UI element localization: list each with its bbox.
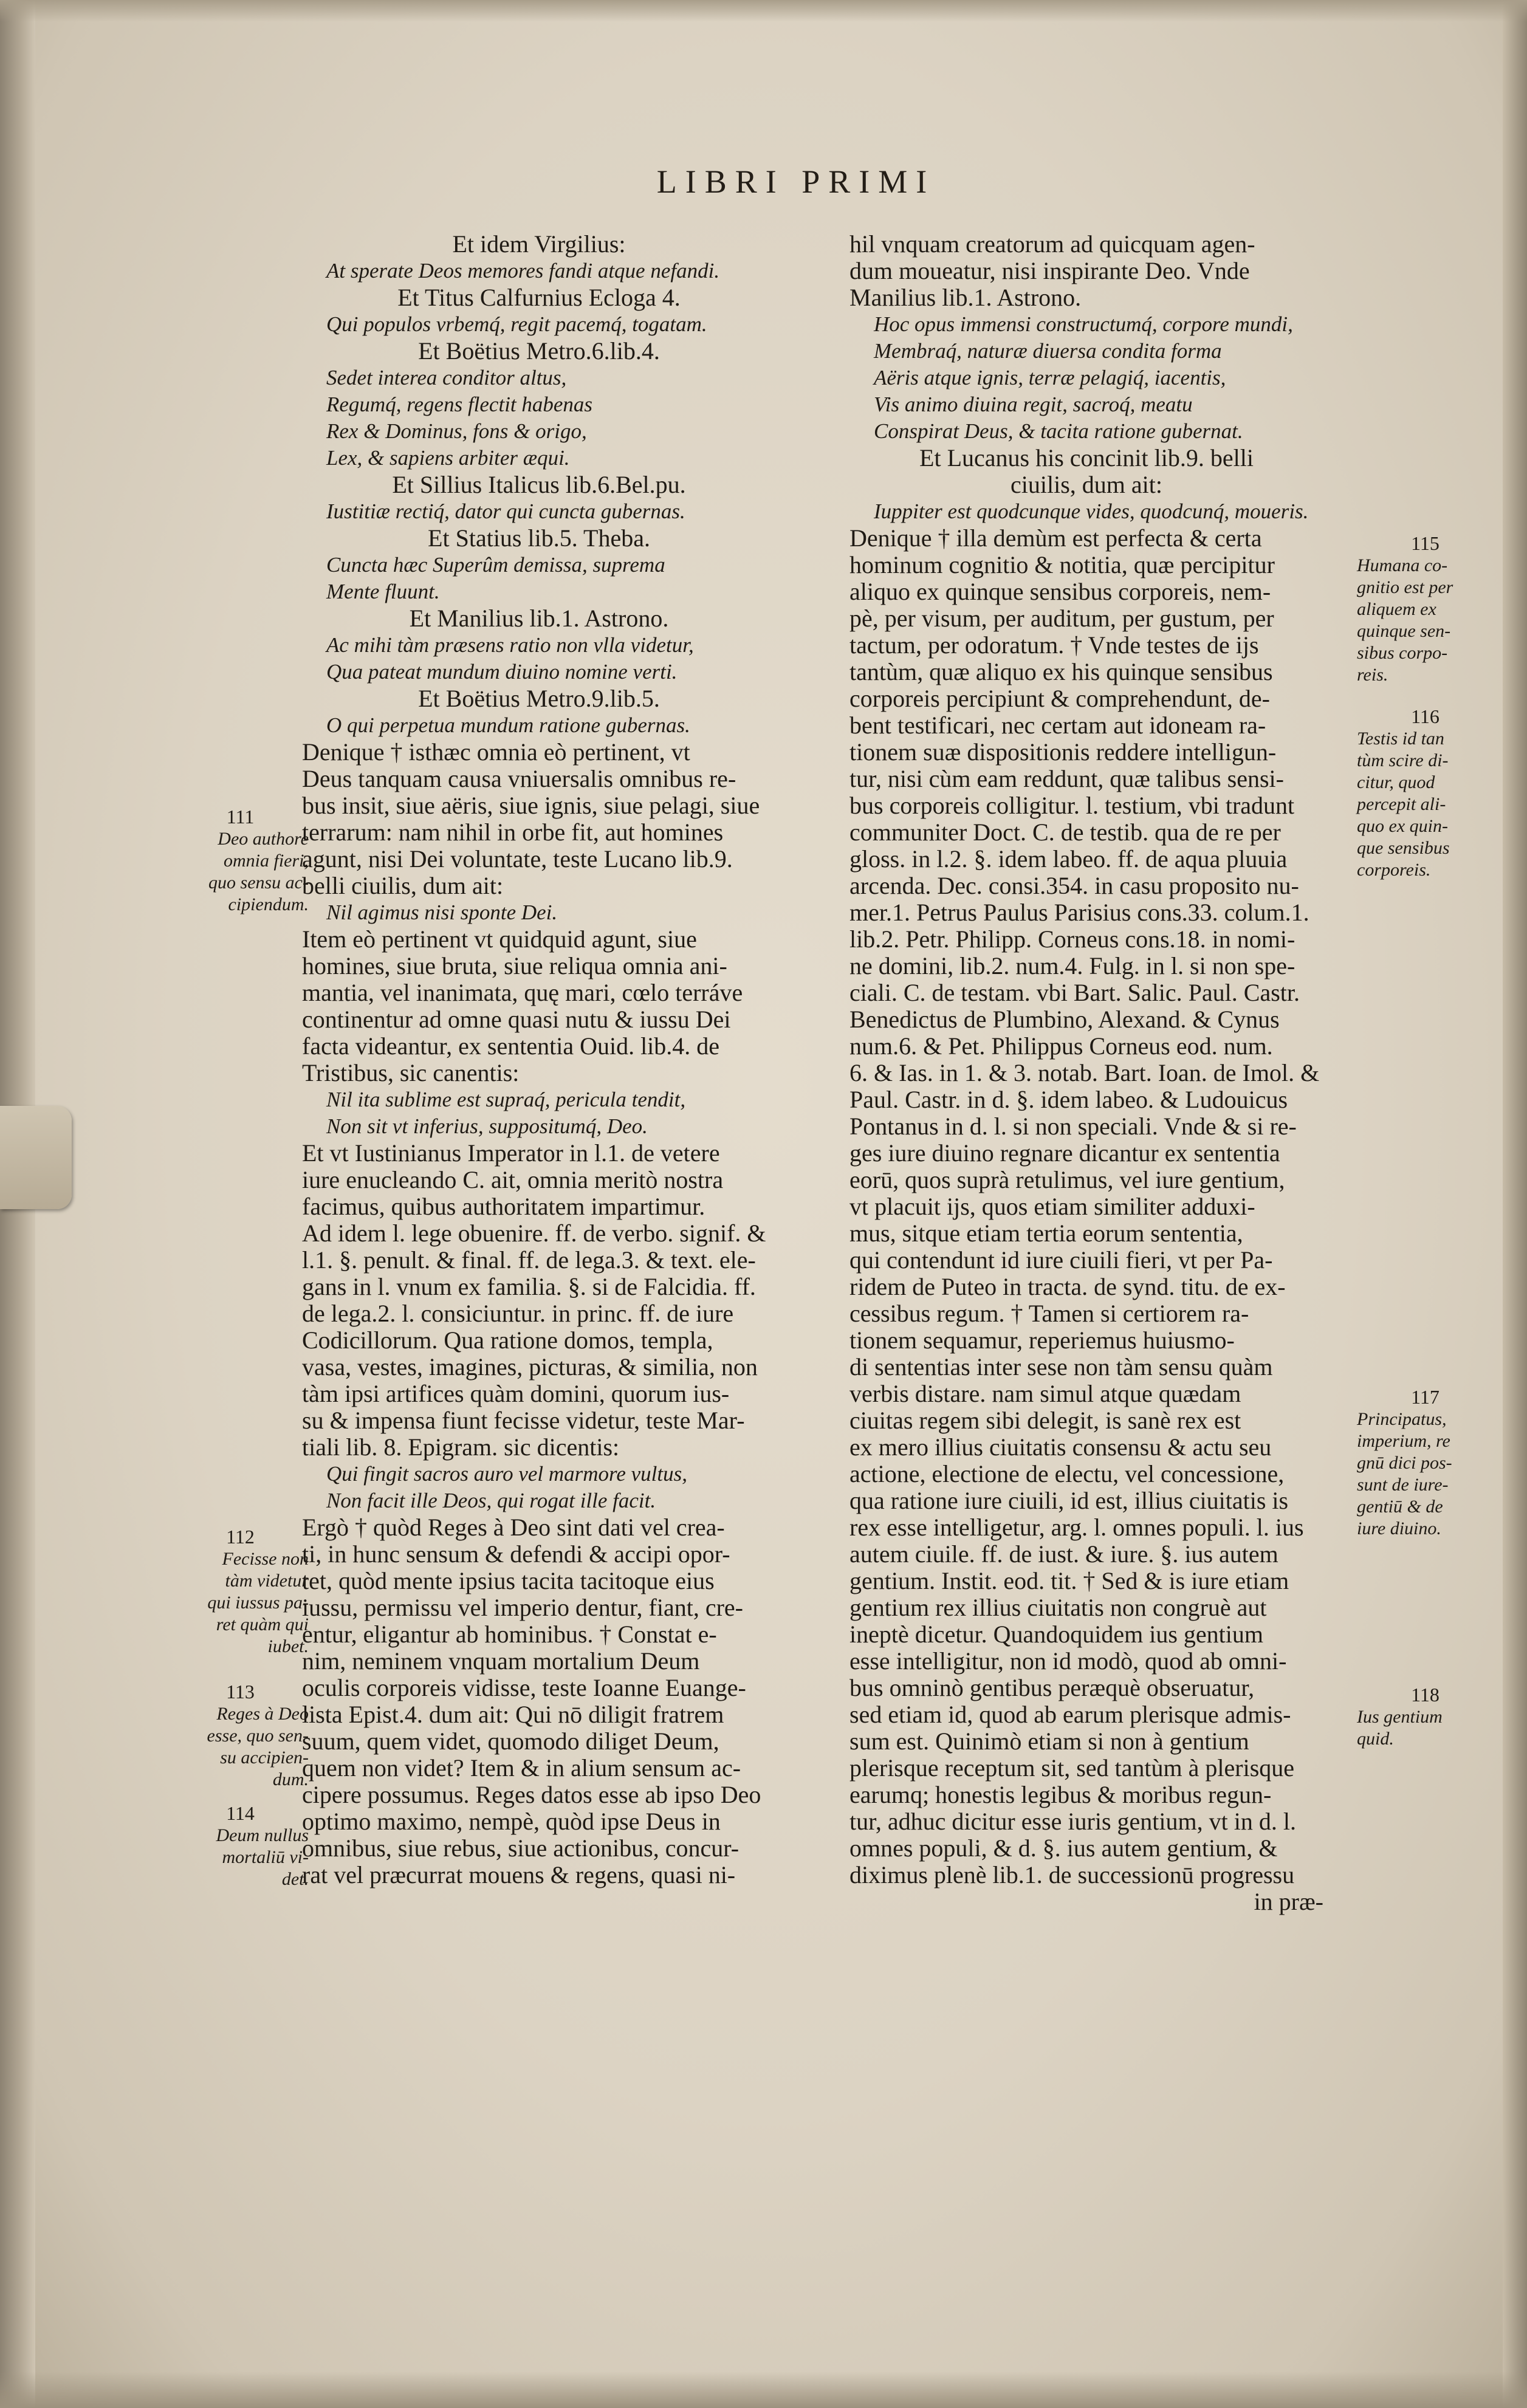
text-line: bus omninò gentibus peræquè obseruatur, <box>849 1675 1255 1701</box>
text-line: hil vnquam creatorum ad quicquam agen- <box>849 231 1255 258</box>
text-line: Iuppiter est quodcunque vides, quodcunq́, moueris. <box>874 499 1309 523</box>
text-line: Cuncta hæc Superûm demissa, suprema <box>326 553 665 577</box>
text-line: O qui perpetua mundum ratione gubernas. <box>326 713 690 737</box>
margin-note-line: ret quàm qui <box>216 1614 309 1634</box>
text-line: dum moueatur, nisi inspirante Deo. Vnde <box>849 258 1250 284</box>
text-line: Hoc opus immensi constructumq́, corpore mundi, <box>874 312 1293 336</box>
text-line: su & impensa fiunt fecisse videtur, teste Mar- <box>302 1407 745 1434</box>
text-line: tur, adhuc dicitur esse iuris gentium, vt in d. l. <box>849 1808 1296 1835</box>
margin-note-line: percepit ali- <box>1357 794 1446 814</box>
text-line: bus insit, siue aëris, siue ignis, siue pelagi, siue <box>302 792 760 819</box>
left-margin-note <box>172 1680 309 1791</box>
text-line: oculis corporeis vidisse, teste Ioanne Euange- <box>302 1675 746 1701</box>
text-line: Paul. Castr. in d. §. idem labeo. & Ludouicus <box>849 1086 1288 1113</box>
text-line: eorū, quos suprà retulimus, vel iure gentium, <box>849 1167 1285 1193</box>
margin-note-line: Ius gentium <box>1357 1707 1443 1727</box>
margin-note-line: cipiendum. <box>228 894 309 914</box>
text-line: Lex, & sapiens arbiter æqui. <box>326 446 570 470</box>
text-line: ciuilis, dum ait: <box>1011 472 1162 498</box>
text-line: Iustitiæ rectiq́, dator qui cuncta gubernas. <box>326 499 685 523</box>
text-line: autem ciuile. ff. de iust. & iure. §. ius autem <box>849 1541 1278 1568</box>
text-line: Membraq́, naturæ diuersa condita forma <box>874 339 1222 363</box>
text-line: Ad idem l. lege obuenire. ff. de verbo. signif. & <box>302 1220 766 1247</box>
margin-note-line: tàm videtur <box>225 1571 309 1591</box>
margin-note-number: 116 <box>1411 705 1439 727</box>
margin-note-number: 115 <box>1411 532 1439 554</box>
text-line: Ac mihi tàm præsens ratio non vlla videtur, <box>326 633 694 657</box>
margin-note-line: Deo authore <box>218 829 309 849</box>
left-margin-note <box>172 1525 309 1658</box>
text-line: terrarum: nam nihil in orbe fit, aut homines <box>302 819 724 846</box>
text-line: facta videantur, ex sententia Ouid. lib.4. de <box>302 1033 720 1060</box>
text-line: omnes populi, & d. §. ius autem gentium, & <box>849 1835 1278 1862</box>
margin-note-line: reis. <box>1357 665 1388 685</box>
text-line: pè, per visum, per auditum, per gustum, per <box>849 605 1274 632</box>
right-text-column <box>849 231 1323 1915</box>
text-line: tiali lib. 8. Epigram. sic dicentis: <box>302 1434 620 1461</box>
text-line: tantùm, quæ aliquo ex his quinque sensibus <box>849 659 1273 685</box>
text-line: di sententias inter sese non tàm sensu quàm <box>849 1354 1273 1381</box>
text-line: Qui fingit sacros auro vel marmore vultus, <box>326 1462 687 1486</box>
text-line: Pontanus in d. l. si non speciali. Vnde & si re- <box>849 1113 1297 1140</box>
right-margin-note <box>1357 1683 1494 1750</box>
margin-note-line: dum. <box>272 1769 309 1789</box>
margin-note-line: mortaliū vi- <box>222 1847 309 1867</box>
text-line: Nil ita sublime est supraq́, pericula tendit, <box>326 1088 686 1111</box>
text-line: ridem de Puteo in tracta. de synd. titu. de ex- <box>849 1274 1286 1300</box>
margin-note-line: quo ex quin- <box>1357 816 1448 836</box>
right-margin-note <box>1357 1385 1494 1540</box>
text-line: Denique † isthæc omnia eò pertinent, vt <box>302 739 690 766</box>
text-line: aliquo ex quinque sensibus corporeis, nem- <box>849 578 1271 605</box>
text-line: gentium. Instit. eod. tit. † Sed & is iure etiam <box>849 1568 1289 1594</box>
margin-note-number: 118 <box>1411 1684 1439 1706</box>
text-line: ti, in hunc sensum & defendi & accipi opor- <box>302 1541 730 1568</box>
text-line: hominum cognitio & notitia, quæ percipitur <box>849 552 1275 578</box>
margin-note-line: quinque sen- <box>1357 621 1451 641</box>
text-line: vasa, vestes, imagines, picturas, & similia, non <box>302 1354 758 1381</box>
margin-note-line: Reges à Deo <box>216 1704 309 1724</box>
margin-note-number: 117 <box>1411 1386 1439 1408</box>
text-line: bent testificari, nec certam aut idoneam ra- <box>849 712 1266 739</box>
text-line: ex mero illius ciuitatis consensu & actu seu <box>849 1434 1272 1461</box>
text-line: Et Sillius Italicus lib.6.Bel.pu. <box>392 472 686 498</box>
margin-note-number: 111 <box>226 806 255 828</box>
text-line: actione, electione de electu, vel concessione, <box>849 1461 1285 1487</box>
text-line: omnibus, siue rebus, siue actionibus, concur- <box>302 1835 739 1862</box>
text-line: Et Boëtius Metro.6.lib.4. <box>418 338 660 365</box>
text-line: continentur ad omne quasi nutu & iussu Dei <box>302 1006 731 1033</box>
text-line: tur, nisi cùm eam reddunt, quæ talibus sensi- <box>849 766 1284 792</box>
text-line: lista Epist.4. dum ait: Qui nō diligit fratrem <box>302 1701 724 1728</box>
text-line: ges iure diuino regnare dicantur ex sententia <box>849 1140 1280 1167</box>
text-line: 6. & Ias. in 1. & 3. notab. Bart. Ioan. de Imol. & <box>849 1060 1320 1086</box>
text-line: gans in l. vnum ex familia. §. si de Falcidia. ff. <box>302 1274 756 1300</box>
text-line: Et vt Iustinianus Imperator in l.1. de vetere <box>302 1140 720 1167</box>
text-line: Et idem Virgilius: <box>452 231 626 258</box>
text-line: gloss. in l.2. §. idem labeo. ff. de aqua pluuia <box>849 846 1288 873</box>
text-line: tàm ipsi artifices quàm domini, quorum ius- <box>302 1381 730 1407</box>
text-line: agunt, nisi Dei voluntate, teste Lucano lib.9. <box>302 846 733 873</box>
text-line: Conspirat Deus, & tacita ratione gubernat. <box>874 419 1243 443</box>
text-line: Mente fluunt. <box>326 580 440 603</box>
text-line: in præ- <box>1254 1888 1323 1915</box>
text-line: Denique † illa demùm est perfecta & certa <box>849 525 1262 552</box>
text-line: rat vel præcurrat mouens & regens, quasi ni- <box>302 1862 736 1888</box>
text-line: rex esse intelligetur, arg. l. omnes populi. l. ius <box>849 1514 1304 1541</box>
text-line: plerisque receptum sit, sed tantùm à plerisque <box>849 1755 1295 1782</box>
margin-note-line: esse, quo sen- <box>207 1726 309 1746</box>
margin-note-line: corporeis. <box>1357 860 1431 880</box>
text-line: quem non videt? Item & in alium sensum ac- <box>302 1755 741 1782</box>
margin-note-line: Fecisse non <box>222 1549 309 1569</box>
text-line: entur, eligantur ab hominibus. † Constat e- <box>302 1621 717 1648</box>
text-line: iussu, permissu vel imperio dentur, fiant, cre- <box>302 1594 743 1621</box>
margin-note-line: que sensibus <box>1357 838 1450 858</box>
text-line: verbis distare. nam simul atque quædam <box>849 1381 1241 1407</box>
text-line: sum est. Quinimò etiam si non à gentium <box>849 1728 1249 1755</box>
text-line: Deus tanquam causa vniuersalis omnibus re- <box>302 766 736 792</box>
text-line: earumq; honestis legibus & moribus regun- <box>849 1782 1272 1808</box>
text-line: optimo maximo, nempè, quòd ipse Deus in <box>302 1808 721 1835</box>
text-line: tionem sequamur, reperiemus huiusmo- <box>849 1327 1235 1354</box>
margin-note-line: omnia fieri, <box>224 851 309 871</box>
left-text-column <box>302 231 776 1888</box>
text-line: ciali. C. de testam. vbi Bart. Salic. Paul. Castr. <box>849 979 1300 1006</box>
text-line: l.1. §. penult. & final. ff. de lega.3. & text. ele- <box>302 1247 756 1274</box>
text-line: suum, quem videt, quomodo diliget Deum, <box>302 1728 719 1755</box>
text-line: Aëris atque ignis, terræ pelagiq́, iacentis, <box>874 366 1226 389</box>
text-line: nim, neminem vnquam mortalium Deum <box>302 1648 700 1675</box>
text-line: tet, quòd mente ipsius tacita tacitoque eius <box>302 1568 715 1594</box>
text-line: communiter Doct. C. de testib. qua de re per <box>849 819 1281 846</box>
margin-note-line: sibus corpo- <box>1357 643 1448 663</box>
text-line: Regumq́, regens flectit habenas <box>326 393 593 416</box>
text-line: Qua pateat mundum diuino nomine verti. <box>326 660 678 684</box>
margin-note-line: Deum nullus <box>216 1825 309 1845</box>
margin-note-number: 112 <box>226 1526 255 1548</box>
margin-note-line: imperium, re <box>1357 1431 1450 1451</box>
margin-note-line: Testis id tan <box>1357 729 1444 749</box>
text-line: Non sit vt inferius, suppositumq́, Deo. <box>326 1114 648 1138</box>
text-line: lib.2. Petr. Philipp. Corneus cons.18. in nomi- <box>849 926 1295 953</box>
text-line: At sperate Deos memores fandi atque nefandi. <box>326 259 720 283</box>
text-line: homines, siue bruta, siue reliqua omnia ani- <box>302 953 727 979</box>
text-line: cipere possumus. Reges datos esse ab ipso Deo <box>302 1782 761 1808</box>
text-line: bus corporeis colligitur. l. testium, vbi tradunt <box>849 792 1295 819</box>
text-line: Codicillorum. Qua ratione domos, templa, <box>302 1327 713 1354</box>
margin-note-line: qui iussus pa- <box>207 1593 309 1613</box>
margin-note-line: su accipien- <box>220 1748 309 1768</box>
page-top-edge <box>0 0 1527 22</box>
margin-note-line: quo sensu ac- <box>208 873 309 893</box>
text-line: Et Manilius lib.1. Astrono. <box>409 605 669 632</box>
text-line: mus, sitque etiam tertia eorum sententia, <box>849 1220 1243 1247</box>
text-line: mantia, vel inanimata, quę mari, cœlo terráve <box>302 979 743 1006</box>
text-line: facimus, quibus authoritatem impartimur. <box>302 1193 705 1220</box>
text-line: mer.1. Petrus Paulus Parisius cons.33. colum.1. <box>849 899 1309 926</box>
text-line: corporeis percipiunt & comprehendunt, de- <box>849 685 1270 712</box>
text-line: tactum, per odoratum. † Vnde testes de ijs <box>849 632 1259 659</box>
text-line: Item eò pertinent vt quidquid agunt, siue <box>302 926 697 953</box>
right-margin-note <box>1357 532 1494 686</box>
margin-note-line: iure diuino. <box>1357 1518 1441 1538</box>
margin-note-line: iubet. <box>267 1636 309 1656</box>
text-line: esse intelligitur, non id modò, quod ab omni- <box>849 1648 1287 1675</box>
margin-note-number: 114 <box>226 1802 255 1824</box>
margin-note-line: Principatus, <box>1357 1409 1447 1429</box>
text-line: Sedet interea conditor altus, <box>326 366 567 389</box>
right-margin-note <box>1357 705 1494 881</box>
text-line: qua ratione iure ciuili, id est, illius ciuitatis is <box>849 1487 1289 1514</box>
page-right-edge <box>1503 0 1527 2408</box>
text-line: Rex & Dominus, fons & origo, <box>326 419 587 443</box>
text-line: arcenda. Dec. consi.354. in casu proposito nu- <box>849 873 1299 899</box>
margin-note-number: 113 <box>226 1681 255 1703</box>
text-line: ciuitas regem sibi delegit, is sanè rex est <box>849 1407 1241 1434</box>
left-margin-note <box>172 805 309 916</box>
margin-note-line: tùm scire di- <box>1357 750 1449 770</box>
text-line: Qui populos vrbemq́, regit pacemq́, togatam. <box>326 312 707 336</box>
text-line: belli ciuilis, dum ait: <box>302 873 504 899</box>
margin-note-line: sunt de iure- <box>1357 1475 1449 1495</box>
text-line: Et Statius lib.5. Theba. <box>428 525 650 552</box>
text-line: ne domini, lib.2. num.4. Fulg. in l. si non spe- <box>849 953 1295 979</box>
text-line: Manilius lib.1. Astrono. <box>849 284 1082 311</box>
text-line: gentium rex illius ciuitatis non congruè aut <box>849 1594 1267 1621</box>
text-line: Et Lucanus his concinit lib.9. belli <box>919 445 1254 472</box>
text-line: Ergò † quòd Reges à Deo sint dati vel crea- <box>302 1514 725 1541</box>
text-line: sed etiam id, quod ab earum plerisque admis- <box>849 1701 1291 1728</box>
margin-note-line: aliquem ex <box>1357 599 1436 619</box>
text-line: Non facit ille Deos, qui rogat ille facit. <box>326 1489 656 1512</box>
text-line: ineptè dicetur. Quandoquidem ius gentium <box>849 1621 1263 1648</box>
running-head: LIBRI PRIMI <box>656 163 936 200</box>
margin-note-line: quid. <box>1357 1729 1394 1749</box>
page-bottom-edge <box>0 2372 1527 2408</box>
text-line: de lega.2. l. consiciuntur. in princ. ff. de iure <box>302 1300 734 1327</box>
text-line: Vis animo diuina regit, sacroq́, meatu <box>874 393 1193 416</box>
margin-note-line: citur, quod <box>1357 772 1435 792</box>
text-line: tionem suæ dispositionis reddere intelligun- <box>849 739 1277 766</box>
text-line: Et Boëtius Metro.9.lib.5. <box>418 685 660 712</box>
text-line: Benedictus de Plumbino, Alexand. & Cynus <box>849 1006 1280 1033</box>
margin-note-line: det. <box>281 1869 309 1889</box>
left-margin-note <box>172 1802 309 1890</box>
text-line: Nil agimus nisi sponte Dei. <box>326 900 558 924</box>
text-line: diximus plenè lib.1. de successionū progressu <box>849 1862 1295 1888</box>
text-line: num.6. & Pet. Philippus Corneus eod. num. <box>849 1033 1273 1060</box>
text-line: Et Titus Calfurnius Ecloga 4. <box>397 284 681 311</box>
margin-note-line: Humana co- <box>1357 555 1448 575</box>
margin-note-line: gnitio est per <box>1357 577 1453 597</box>
margin-note-line: gnū dici pos- <box>1357 1453 1452 1473</box>
text-line: vt placuit ijs, quos etiam similiter adduxi- <box>849 1193 1255 1220</box>
text-line: cessibus regum. † Tamen si certiorem ra- <box>849 1300 1249 1327</box>
margin-note-line: gentiū & de <box>1357 1497 1443 1517</box>
bookmark-tab <box>0 1106 72 1209</box>
text-line: qui contendunt id iure ciuili fieri, vt per Pa- <box>849 1247 1273 1274</box>
text-line: iure enucleando C. ait, omnia meritò nostra <box>302 1167 724 1193</box>
text-line: Tristibus, sic canentis: <box>302 1060 520 1086</box>
